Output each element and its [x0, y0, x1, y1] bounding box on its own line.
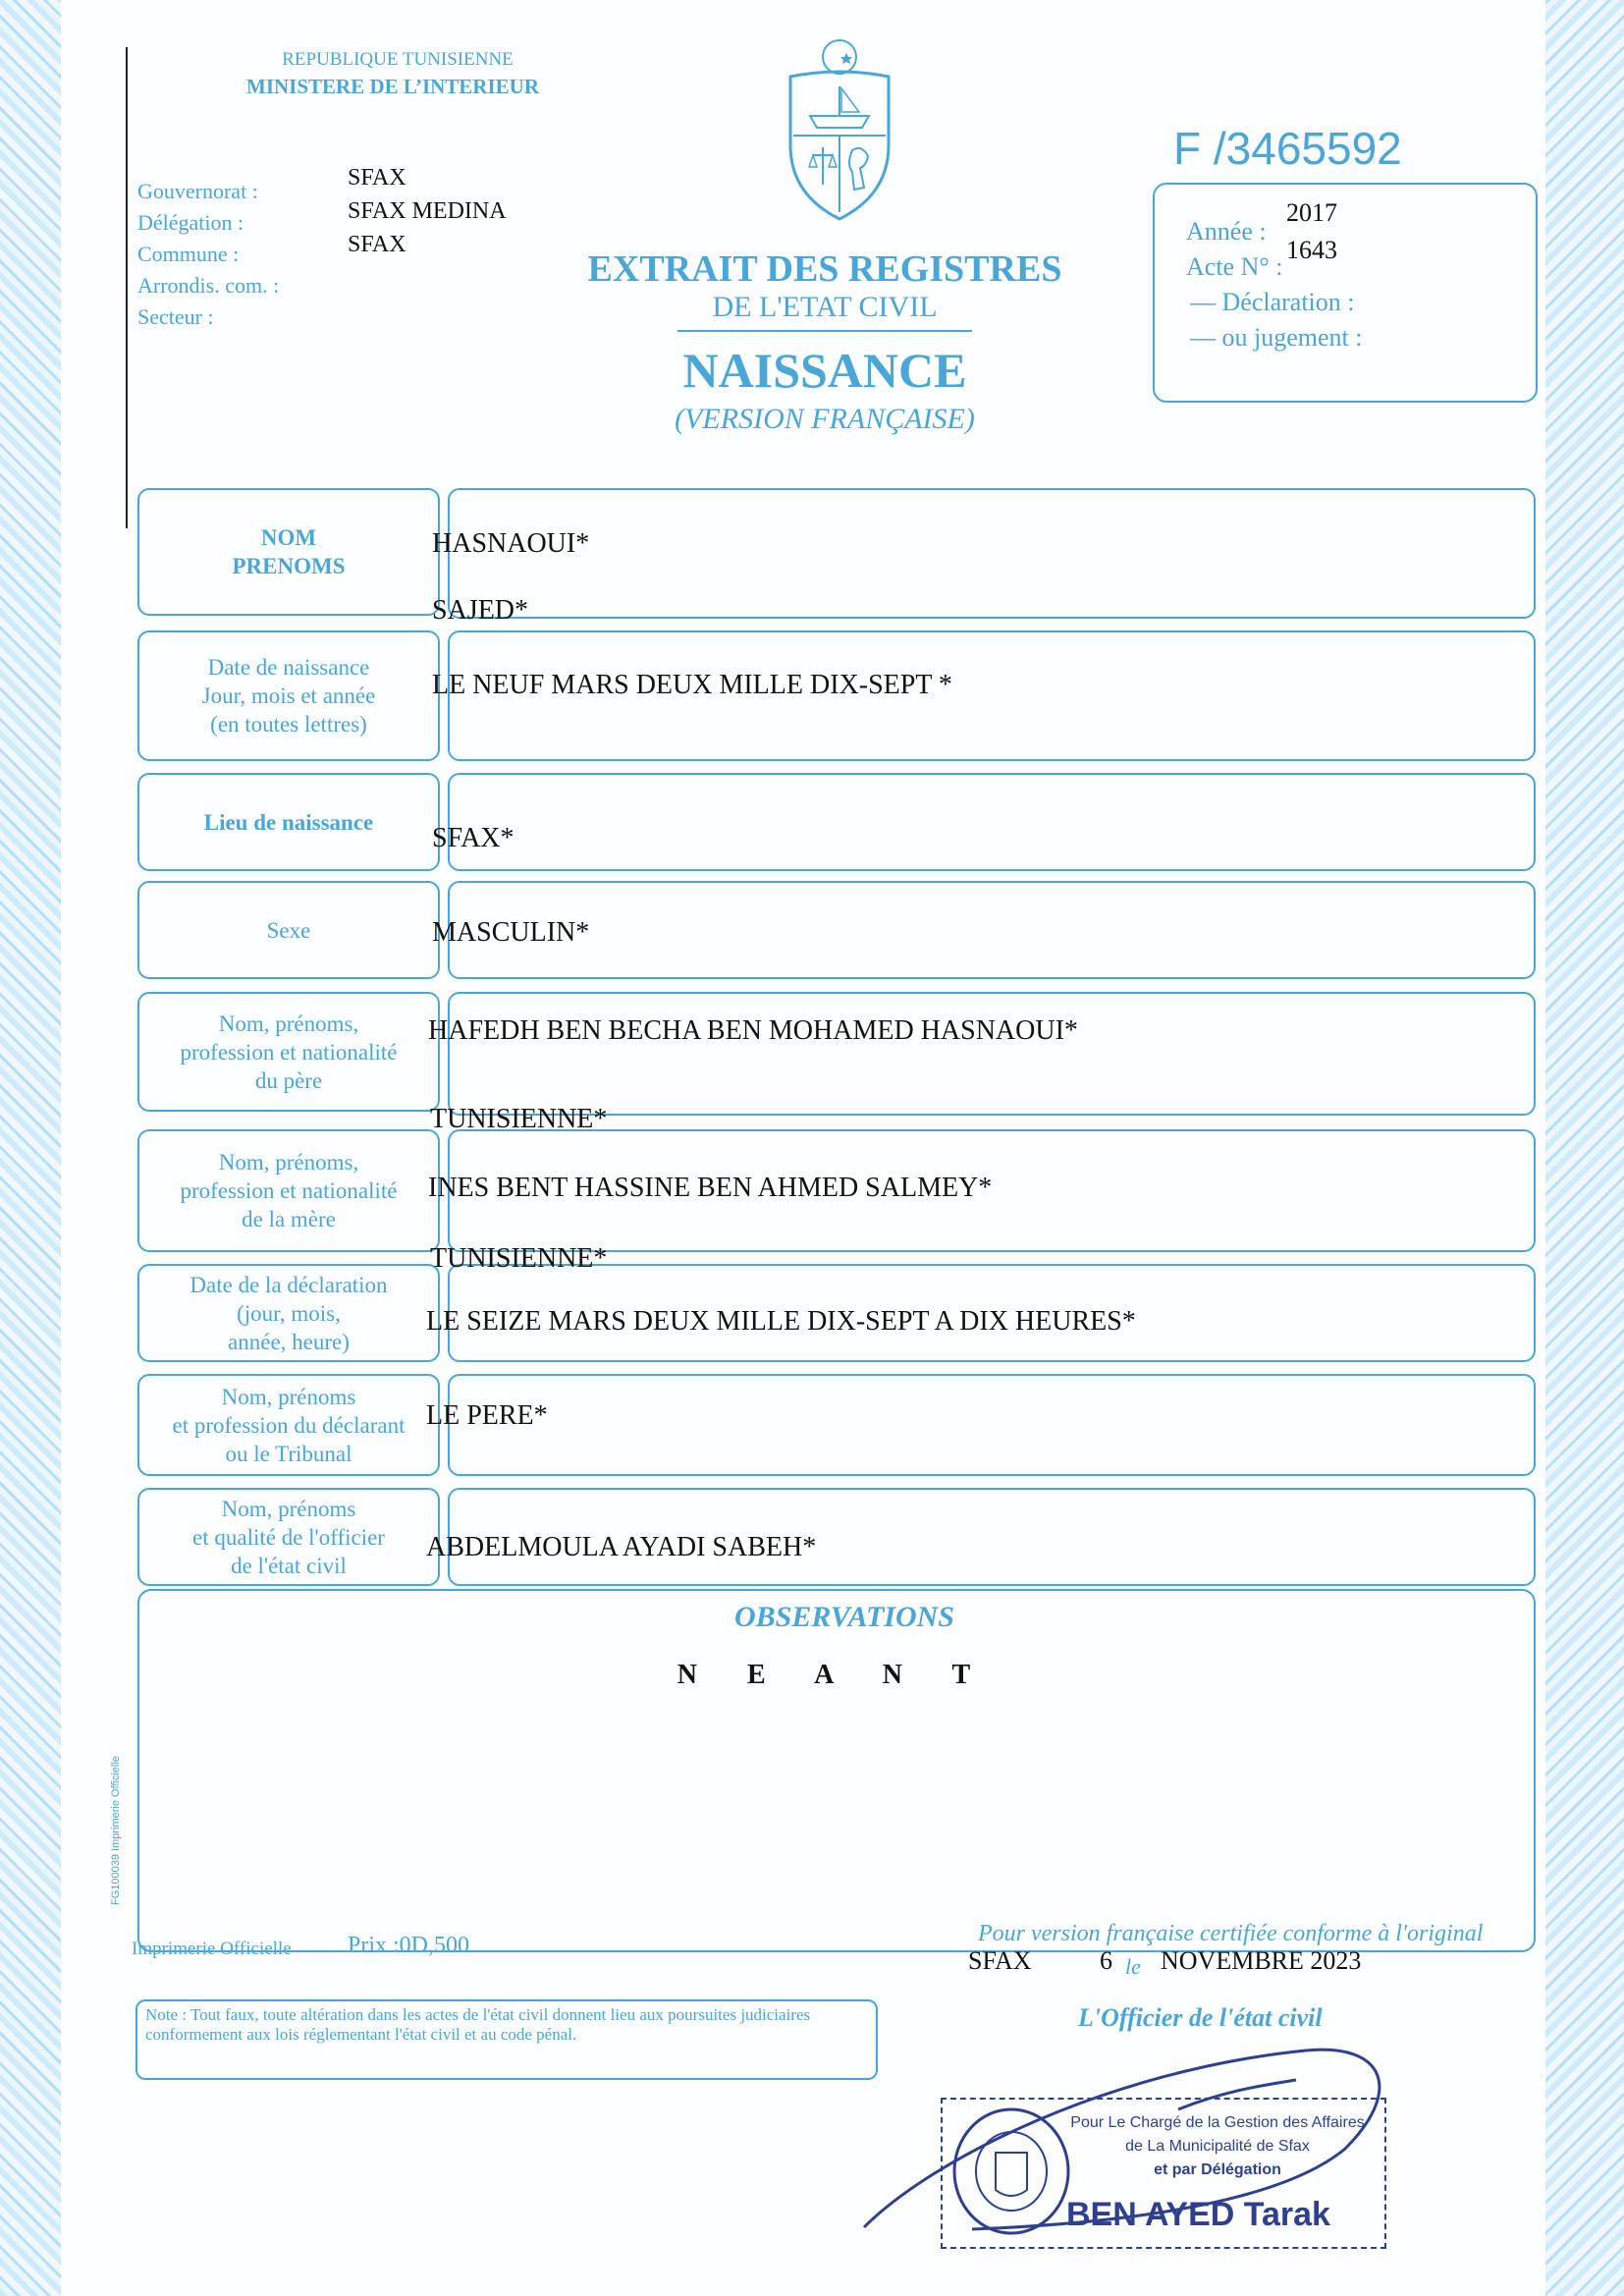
location-values	[348, 161, 507, 261]
stamp-name: BEN AYED Tarak	[1066, 2196, 1330, 2233]
label-secteur: Secteur :	[137, 304, 214, 329]
city-value: SFAX	[968, 1946, 1032, 1975]
value-sexe: MASCULIN*	[432, 917, 590, 948]
certification-text: Pour version française certifiée conforme à l'original	[978, 1921, 1484, 1946]
title-extrait: EXTRAIT DES REGISTRES	[587, 248, 1062, 290]
decorative-border-right	[1545, 0, 1624, 2296]
title-version: (VERSION FRANÇAISE)	[675, 403, 975, 435]
stamp-line1: Pour Le Chargé de la Gestion des Affaires	[1070, 2114, 1365, 2131]
label-commune: Commune :	[137, 242, 240, 266]
stamp-line3: et par Délégation	[1154, 2161, 1281, 2178]
value-nom: HASNAOUI*	[432, 528, 590, 559]
label-pere: Nom, prénoms, profession et nationalité du père	[137, 992, 440, 1112]
title-etat-civil: DE L'ETAT CIVIL	[712, 291, 938, 323]
value-gouvernorat: SFAX	[348, 165, 406, 191]
margin-line	[126, 47, 128, 528]
serial-text: F /3465592	[1173, 123, 1402, 174]
box-nom-prenoms	[448, 488, 1536, 619]
legal-note: Note : Tout faux, toute altération dans les actes de l'état civil donnent lieu aux poursuites judiciaires conformement aux lois réglementant l'état civil et au code pénal.	[135, 1999, 878, 2080]
value-commune: SFAX	[348, 232, 406, 257]
value-officier: ABDELMOULA AYADI SABEH*	[426, 1532, 817, 1562]
observations-box	[137, 1589, 1536, 1952]
acte-value: 1643	[1286, 236, 1337, 264]
label-delegation: Délégation :	[137, 210, 244, 235]
box-declarant	[448, 1374, 1536, 1476]
value-date-naissance: LE NEUF MARS DEUX MILLE DIX-SEPT *	[432, 670, 952, 700]
box-lieu-naissance	[448, 773, 1536, 871]
stamp-line2: de La Municipalité de Sfax	[1125, 2138, 1310, 2155]
value-mere-nom: INES BENT HASSINE BEN AHMED SALMEY*	[428, 1173, 993, 1203]
officier-label: L'Officier de l'état civil	[1078, 2003, 1323, 2032]
value-pere-nationalite: TUNISIENNE*	[430, 1104, 608, 1134]
coat-of-arms-icon	[776, 37, 903, 234]
title-naissance: NAISSANCE	[682, 343, 967, 398]
label-lieu-naissance: Lieu de naissance	[137, 773, 440, 871]
ministry-label: MINISTERE DE L’INTERIEUR	[246, 75, 539, 98]
box-sexe	[448, 881, 1536, 979]
signature-icon	[854, 2011, 1404, 2237]
annee-label: Année :	[1186, 217, 1267, 246]
date-value: NOVEMBRE 2023	[1161, 1946, 1362, 1975]
value-pere-nom: HAFEDH BEN BECHA BEN MOHAMED HASNAOUI*	[428, 1015, 1078, 1046]
value-lieu-naissance: SFAX*	[432, 823, 514, 853]
label-declarant: Nom, prénoms et profession du déclarant ou le Tribunal	[137, 1374, 440, 1476]
republic-label: REPUBLIQUE TUNISIENNE	[282, 49, 514, 70]
value-declarant: LE PERE*	[426, 1400, 548, 1431]
label-date-declaration: Date de la déclaration (jour, mois, année, heure)	[137, 1264, 440, 1362]
label-officier: Nom, prénoms et qualité de l'officier de l'état civil	[137, 1488, 440, 1586]
acte-label: Acte N° :	[1186, 252, 1283, 281]
location-labels	[137, 175, 279, 334]
side-code: FG100039 Imprimerie Officielle	[110, 1755, 122, 1905]
label-arrondissement: Arrondis. com. :	[137, 273, 280, 298]
prix-label: Prix :0D,500	[348, 1933, 470, 1958]
imprimerie-label: Imprimerie Officielle	[132, 1939, 292, 1959]
observations-title: OBSERVATIONS	[734, 1601, 954, 1633]
label-nom-prenoms: NOM PRENOMS	[137, 488, 440, 616]
value-mere-nationalite: TUNISIENNE*	[430, 1243, 608, 1274]
value-delegation: SFAX MEDINA	[348, 198, 507, 224]
value-date-declaration: LE SEIZE MARS DEUX MILLE DIX-SEPT A DIX HEURES*	[426, 1306, 1136, 1337]
jugement-label: — ou jugement :	[1190, 323, 1363, 352]
box-pere	[448, 992, 1536, 1116]
acte-values	[1286, 194, 1337, 269]
declaration-label: — Déclaration :	[1190, 288, 1355, 316]
decorative-border-left	[0, 0, 61, 2296]
label-date-naissance: Date de naissance Jour, mois et année (en toutes lettres)	[137, 630, 440, 761]
serial-number	[1173, 122, 1402, 175]
value-prenom: SAJED*	[432, 595, 529, 626]
title-underline	[677, 330, 972, 332]
annee-value: 2017	[1286, 198, 1337, 227]
label-mere: Nom, prénoms, profession et nationalité de la mère	[137, 1129, 440, 1252]
observations-value: N E A N T	[677, 1660, 993, 1690]
le-label: le	[1125, 1954, 1141, 1979]
label-gouvernorat: Gouvernorat :	[137, 179, 258, 203]
day-value: 6	[1100, 1946, 1112, 1975]
label-sexe: Sexe	[137, 881, 440, 979]
